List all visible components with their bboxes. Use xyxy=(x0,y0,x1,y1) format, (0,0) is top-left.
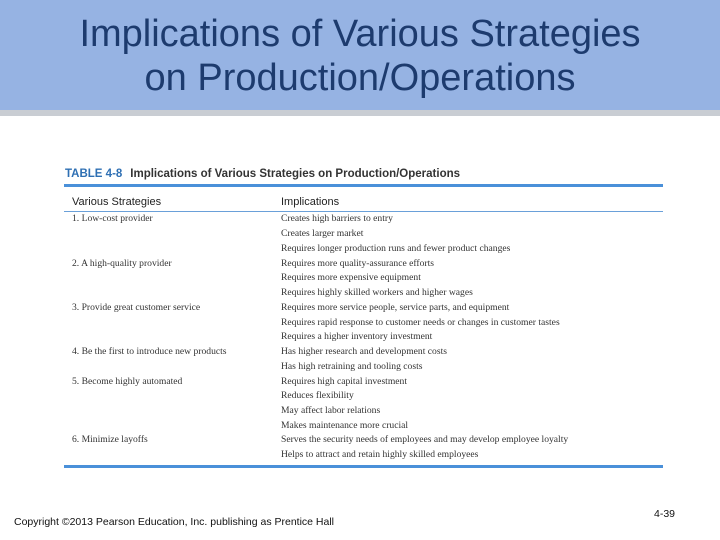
implication-cell: Requires a higher inventory investment xyxy=(281,331,433,342)
table-header-rule xyxy=(64,211,663,212)
table-caption: Implications of Various Strategies on Production/Operations xyxy=(130,168,461,180)
implication-cell: Makes maintenance more crucial xyxy=(281,420,409,431)
column-header-implications: Implications xyxy=(281,196,340,208)
implication-cell: Requires high capital investment xyxy=(281,376,408,387)
implication-cell: Serves the security needs of employees and may develop employee loyalty xyxy=(281,434,569,445)
slide-title xyxy=(0,12,720,100)
implication-cell: May affect labor relations xyxy=(281,405,381,416)
table-bottom-rule xyxy=(64,465,663,468)
implication-cell: Reduces flexibility xyxy=(281,390,354,401)
strategy-cell: 3. Provide great customer service xyxy=(72,302,201,313)
strategy-cell: 2. A high-quality provider xyxy=(72,258,172,269)
implication-cell: Creates high barriers to entry xyxy=(281,213,393,224)
implication-cell: Requires more quality-assurance efforts xyxy=(281,258,435,269)
column-header-strategies: Various Strategies xyxy=(72,196,162,208)
table-number: TABLE 4-8 xyxy=(65,168,123,180)
implication-cell: Requires more service people, service parts, and equipment xyxy=(281,302,510,313)
implication-cell: Requires longer production runs and fewer product changes xyxy=(281,243,511,254)
implication-cell: Requires highly skilled workers and higher wages xyxy=(281,287,473,298)
title-divider xyxy=(0,110,720,116)
strategy-cell: 5. Become highly automated xyxy=(72,376,183,387)
strategy-cell: 1. Low-cost provider xyxy=(72,213,153,224)
implication-cell: Requires more expensive equipment xyxy=(281,272,421,283)
slide-title-line-1: Implications of Various Strategies xyxy=(79,13,641,55)
copyright-notice: Copyright ©2013 Pearson Education, Inc. publishing as Prentice Hall xyxy=(14,516,335,528)
page-number: 4-39 xyxy=(654,508,676,520)
implication-cell: Creates larger market xyxy=(281,228,364,239)
strategy-cell: 4. Be the first to introduce new products xyxy=(72,346,227,357)
slide-title-line-2: on Production/Operations xyxy=(144,57,576,99)
implication-cell: Has higher research and development costs xyxy=(281,346,447,357)
implication-cell: Has high retraining and tooling costs xyxy=(281,361,423,372)
strategy-cell: 6. Minimize layoffs xyxy=(72,434,148,445)
table-heading xyxy=(65,168,460,180)
implication-cell: Requires rapid response to customer needs or changes in customer tastes xyxy=(281,317,560,328)
table-top-rule xyxy=(64,184,663,187)
implication-cell: Helps to attract and retain highly skilled employees xyxy=(281,449,479,460)
